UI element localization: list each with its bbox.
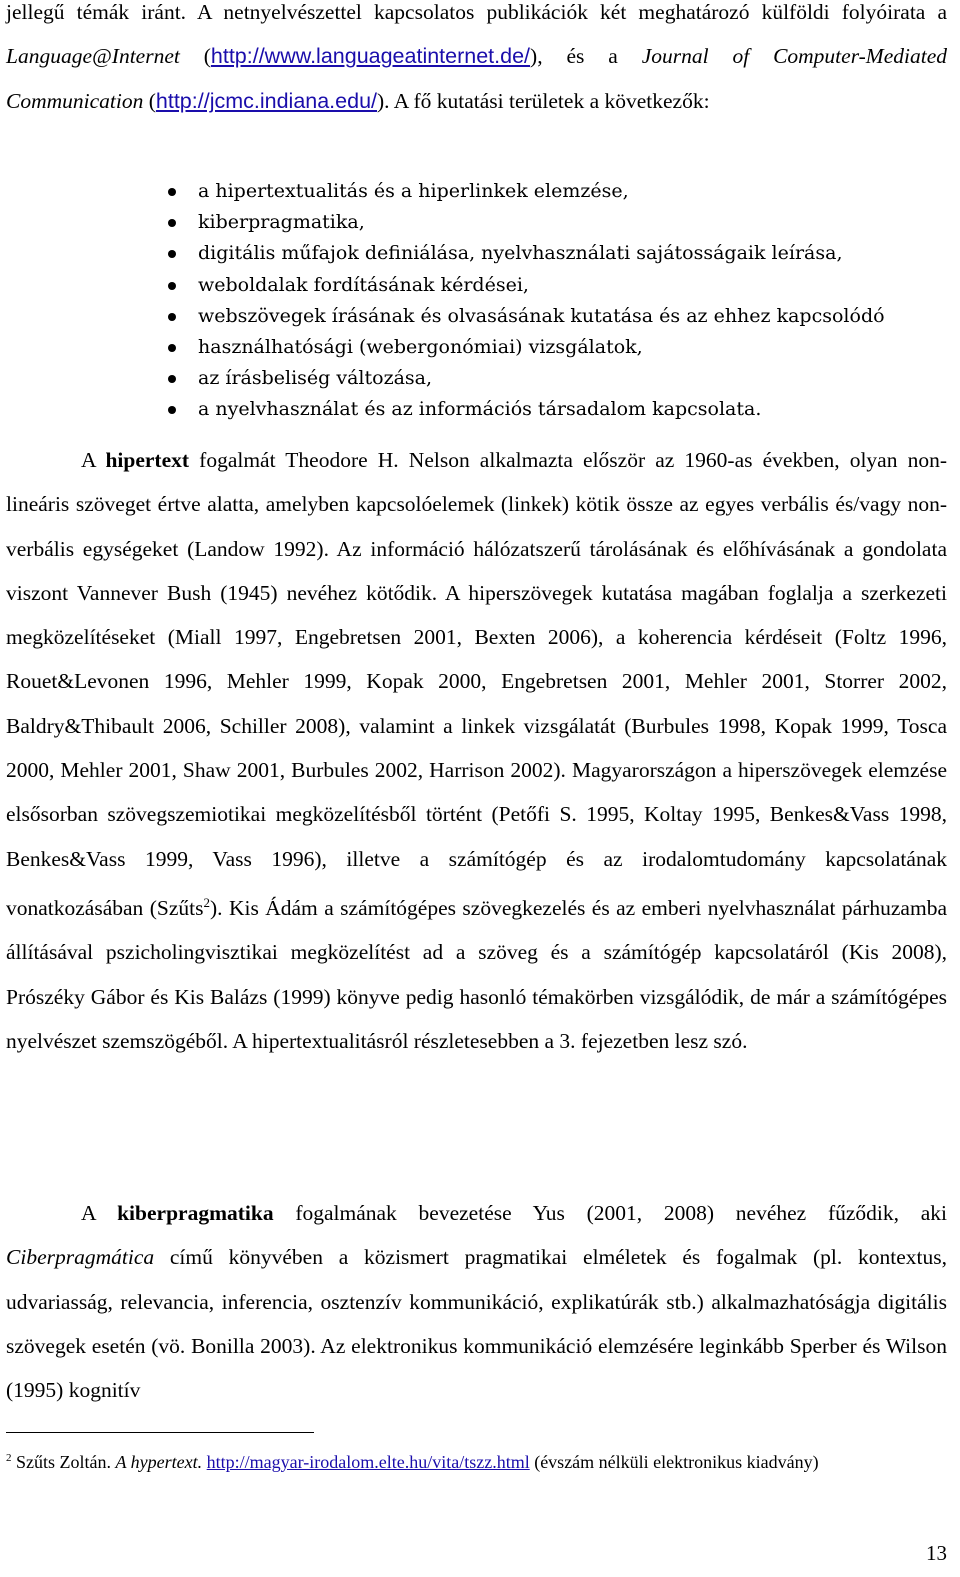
bullet-icon: [168, 282, 176, 290]
journal-title-language-internet: Language@Internet: [6, 44, 180, 69]
link-languageatinternet[interactable]: http://www.languageatinternet.de/: [210, 44, 531, 69]
footnote-divider: [6, 1432, 314, 1433]
page-number: 13: [926, 1541, 947, 1565]
text-run: A: [81, 1201, 118, 1225]
text-run: (évszám nélküli elektronikus kiadvány): [529, 1452, 819, 1472]
footnote: [6, 1446, 947, 1475]
text-run: fogalmát Theodore H. Nelson alkalmazta először az 1960-as években, olyan non-lineáris szöveget értve alatta, amelyben kapcsolóelemek (linkek) kötik össze az egyes verbális és/vagy non-verbális egységeket (Landow 1992). Az információ hálózatszerű tárolásának és előhívásának a gondolata viszont Vannever Bush (1945) nevéhez kötődik. A hiperszövegek kutatása magában foglalja a szerkezeti megközelítéseket (Miall 1997, Engebretsen 2001, Bexten 2006), a koherencia kérdéseit (Foltz 1996, Rouet&Levonen 1996, Mehler 1999, Kopak 2000, Engebretsen 2001, Mehler 2001, Storrer 2002, Baldry&Thibault 2006, Schiller 2008), valamint a linkek vizsgálatát (Burbules 1998, Kopak 1999, Tosca 2000, Mehler 2001, Shaw 2001, Burbules 2002, Harrison 2002). Magyarországon a hiperszövegek elemzése elsősorban szövegszemiotikai megközelítésből történt (Petőfi S. 1995, Koltay 1995, Benkes&Vass 1998, Benkes&Vass 1999, Vass 1996), illetve a számítógép és az irodalomtudomány kapcsolatának vonatkozásában (Szűts: [6, 448, 947, 921]
list-item-text: használhatósági (webergonómiai) vizsgálatok,: [198, 336, 643, 359]
text-run: ). A fő kutatási területek a következők:: [377, 88, 710, 113]
list-item-text: digitális műfajok definiálása, nyelvhasználati sajátosságaik leírása,: [198, 242, 843, 265]
list-item-text: weboldalak fordításának kérdései,: [198, 273, 529, 296]
paragraph-cyberpragmatics: [6, 1191, 947, 1412]
list-item: [166, 238, 885, 269]
list-item: [166, 394, 885, 425]
bullet-icon: [168, 375, 176, 383]
text-run: című könyvében a közismert pragmatikai elméletek és fogalmak (pl. kontextus, udvariasság, relevancia, inferencia, osztenzív kommunikáció, explikatúrák stb.) alkalmazhatóságja digitális szövegek esetén (vö. Bonilla 2003). Az elektronikus kommunikáció elemzésére leginkább Sperber és Wilson (1995) kognitív: [6, 1245, 947, 1403]
list-item: [166, 301, 885, 332]
bullet-icon: [168, 313, 176, 321]
text-run: (: [179, 44, 211, 69]
bullet-icon: [168, 344, 176, 352]
bullet-icon: [168, 406, 176, 414]
research-areas-list: [166, 176, 885, 426]
text-run: fogalmának bevezetése Yus (2001, 2008) nevéhez fűződik, aki: [273, 1201, 947, 1225]
bullet-icon: [168, 250, 176, 258]
book-title-ciberpragmatica: Ciberpragmática: [6, 1245, 155, 1270]
term-kiberpragmatika: kiberpragmatika: [117, 1201, 274, 1225]
bullet-icon: [168, 188, 176, 196]
text-run: ). Kis Ádám a számítógépes szövegkezelés és az emberi nyelvhasználat párhuzamba állításával pszicholingvisztikai megközelítést ad a szöveg és a számítógép kapcsolatáról (Kis 2008), Prószéky Gábor és Kis Balázs (1999) könyve pedig hasonló témakörben vizsgálódik, de már a számítógépes nyelvészet szemszögéből. A hipertextualitásról részletesebben a 3. fejezetben lesz szó.: [6, 896, 947, 1054]
text-run: ), és a: [530, 44, 642, 69]
link-jcmc[interactable]: http://jcmc.indiana.edu/: [155, 88, 378, 113]
list-item: [166, 332, 885, 363]
journal-title-jcmc: Journal of Computer-Mediated Communication: [6, 44, 947, 113]
text-run: (: [143, 88, 156, 113]
text-run: Szűts Zoltán.: [11, 1452, 116, 1472]
term-hipertext: hipertext: [105, 448, 190, 472]
footnote-title: A hypertext.: [115, 1452, 203, 1472]
text-run: A: [81, 448, 106, 472]
list-item: [166, 176, 885, 207]
list-item: [166, 363, 885, 394]
footnote-number: 2: [6, 1452, 12, 1464]
list-item-text: a nyelvhasználat és az információs társadalom kapcsolata.: [198, 398, 762, 421]
paragraph-journals: [6, 0, 947, 123]
list-item: [166, 270, 885, 301]
text-run: jellegű témák iránt. A netnyelvészettel kapcsolatos publikációk két meghatározó külföldi folyóirata a: [6, 0, 947, 24]
paragraph-hypertext: [6, 438, 947, 1063]
list-item-text: a hipertextualitás és a hiperlinkek elemzése,: [198, 180, 629, 202]
list-item: [166, 207, 885, 238]
footnote-ref[interactable]: 2: [203, 894, 210, 910]
list-item-text: kiberpragmatika,: [198, 211, 365, 234]
bullet-icon: [168, 219, 176, 227]
link-tszz[interactable]: http://magyar-irodalom.elte.hu/vita/tszz.html: [206, 1452, 530, 1472]
list-item-text: webszövegek írásának és olvasásának kutatása és az ehhez kapcsolódó: [198, 304, 885, 327]
list-item-text: az írásbeliség változása,: [198, 367, 433, 390]
